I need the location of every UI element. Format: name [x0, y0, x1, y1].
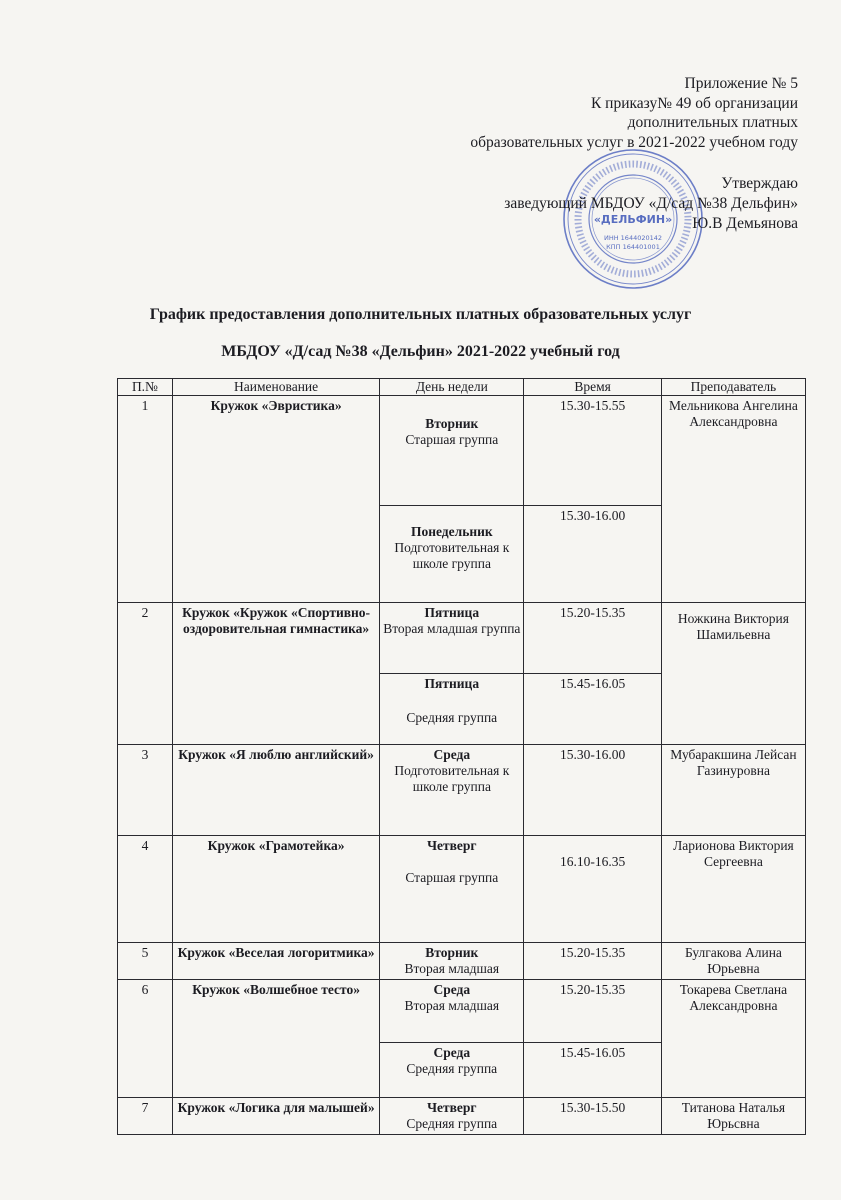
day-name: Пятница [424, 676, 480, 691]
cell-day [380, 603, 524, 674]
table-row [118, 836, 806, 943]
cell-number: 1 [118, 396, 173, 603]
approval-line-2: заведующий МБДОУ «Д/сад №38 Дельфин» [504, 195, 798, 212]
cell-time: 15.20-15.35 [524, 980, 662, 1043]
cell-day [380, 1043, 524, 1098]
cell-time: 15.30-15.50 [524, 1098, 662, 1135]
cell-name: Кружок «Логика для малышей» [172, 1098, 379, 1135]
cell-time: 15.20-15.35 [524, 603, 662, 674]
cell-time: 15.30-16.00 [524, 506, 662, 603]
day-name: Среда [433, 982, 471, 997]
day-name: Четверг [427, 1100, 477, 1115]
day-name: Четверг [427, 838, 477, 853]
cell-time: 15.30-15.55 [524, 396, 662, 506]
group-name: Старшая группа [405, 870, 499, 885]
table-row [118, 943, 806, 980]
cell-day [380, 396, 524, 506]
group-name: Старшая группа [405, 432, 499, 447]
cell-day [380, 980, 524, 1043]
cell-teacher: Ларионова Виктория Сергеевна [661, 836, 805, 943]
day-name: Среда [433, 1045, 471, 1060]
group-name: Средняя группа [406, 1061, 498, 1076]
group-name: Средняя группа [406, 710, 498, 725]
cell-day [380, 836, 524, 943]
stamp-kpp: КПП 164401001 [606, 243, 660, 251]
approval-line-1: Утверждаю [721, 175, 798, 192]
cell-name: Кружок «Эвристика» [172, 396, 379, 603]
header-time: Время [524, 379, 662, 396]
day-name: Понедельник [410, 524, 493, 539]
approval-line-3: Ю.В Демьянова [692, 215, 798, 232]
cell-teacher: Булгакова Алина Юрьевна [661, 943, 805, 980]
day-name: Вторник [425, 416, 479, 431]
day-name: Пятница [424, 605, 480, 620]
table-row [118, 1098, 806, 1135]
table-row [118, 745, 806, 836]
cell-teacher: Мубаракшина Лейсан Газинуровна [661, 745, 805, 836]
day-name: Вторник [425, 945, 479, 960]
cell-day [380, 745, 524, 836]
cell-number: 6 [118, 980, 173, 1098]
table-row [118, 980, 806, 1043]
schedule-table [117, 378, 806, 1135]
group-name: Подготовительная к школе группа [394, 540, 510, 571]
document-subtitle: МБДОУ «Д/сад №38 «Дельфин» 2021-2022 учебный год [221, 343, 620, 360]
appendix-line-3: дополнительных платных [627, 114, 798, 131]
cell-number: 7 [118, 1098, 173, 1135]
cell-day [380, 1098, 524, 1135]
cell-number: 5 [118, 943, 173, 980]
table-header-row [118, 379, 806, 396]
header-number: П.№ [118, 379, 173, 396]
group-name: Подготовительная к школе группа [394, 763, 510, 794]
document-title: График предоставления дополнительных платных образовательных услуг [149, 306, 692, 323]
appendix-line-4: образовательных услуг в 2021-2022 учебном году [470, 133, 798, 151]
cell-teacher: Мельникова Ангелина Александровна [661, 396, 805, 603]
cell-day [380, 674, 524, 745]
group-name: Вторая младшая группа [383, 621, 521, 636]
cell-name: Кружок «Грамотейка» [172, 836, 379, 943]
cell-time: 15.45-16.05 [524, 1043, 662, 1098]
cell-number: 2 [118, 603, 173, 745]
cell-name: Кружок «Кружок «Спортивно-оздоровительная гимнастика» [172, 603, 379, 745]
table-row [118, 396, 806, 506]
cell-number: 3 [118, 745, 173, 836]
group-name: Вторая младшая [404, 998, 500, 1013]
cell-teacher: Ножкина Виктория Шамильевна [661, 603, 805, 745]
cell-number: 4 [118, 836, 173, 943]
approval-block [358, 174, 798, 234]
stamp-inn: ИНН 1644020142 [603, 234, 663, 242]
cell-teacher: Токарева Светлана Александровна [661, 980, 805, 1098]
group-name: Средняя группа [406, 1116, 498, 1131]
cell-time: 15.30-16.00 [524, 745, 662, 836]
cell-time: 16.10-16.35 [524, 836, 662, 943]
cell-name: Кружок «Я люблю английский» [172, 745, 379, 836]
header-name: Наименование [172, 379, 379, 396]
stamp-name: «ДЕЛЬФИН» [593, 213, 673, 226]
cell-name: Кружок «Веселая логоритмика» [172, 943, 379, 980]
cell-time: 15.45-16.05 [524, 674, 662, 745]
cell-teacher: Титанова Наталья Юрьсвна [661, 1098, 805, 1135]
table-row [118, 603, 806, 674]
appendix-line-2: К приказу№ 49 об организации [590, 94, 798, 112]
cell-day [380, 943, 524, 980]
day-name: Среда [433, 747, 471, 762]
appendix-line-1: Приложение № 5 [684, 75, 798, 92]
header-teacher: Преподаватель [661, 379, 805, 396]
appendix-header [358, 74, 798, 152]
group-name: Вторая младшая [404, 961, 500, 976]
cell-time: 15.20-15.35 [524, 943, 662, 980]
header-day: День недели [380, 379, 524, 396]
cell-name: Кружок «Волшебное тесто» [172, 980, 379, 1098]
cell-day [380, 506, 524, 603]
